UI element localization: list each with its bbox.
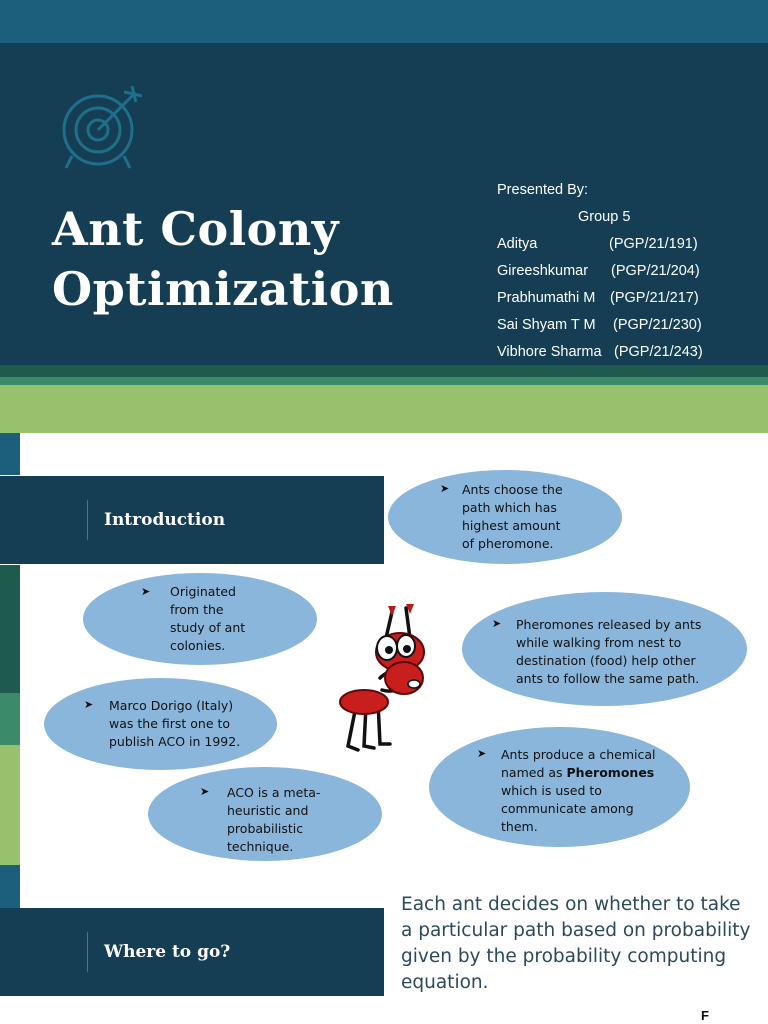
left-strip-lightgreen	[0, 745, 20, 865]
bubble-pheromone-path	[388, 470, 622, 564]
bubble-text: Ants choose the path which has highest amount of pheromone.	[462, 482, 563, 551]
arrow-bullet-icon: ➤	[141, 586, 151, 598]
section-bar-introduction	[0, 476, 384, 564]
group-label: Group 5	[578, 209, 631, 225]
bubble-text: Originated from the study of ant colonies.	[170, 584, 246, 653]
arrow-bullet-icon: ➤	[492, 618, 502, 630]
arrow-bullet-icon: ➤	[200, 786, 210, 798]
slide1-green-band	[0, 385, 768, 433]
left-strip-green	[0, 693, 20, 745]
slide1-stripe-mid	[0, 377, 768, 385]
left-strip-teal-2	[0, 865, 20, 908]
member-name: Vibhore Sharma	[497, 344, 602, 360]
ant-illustration	[334, 598, 438, 754]
slide1-stripe-dark	[0, 365, 768, 377]
member-name: Sai Shyam T M	[497, 317, 596, 333]
probability-paragraph: Each ant decides on whether to take a particular path based on probability given by the probability computing equation.	[401, 894, 751, 993]
section-bar-where	[0, 908, 384, 996]
page-title-line2: Optimization	[52, 262, 394, 316]
bubble-text-bold: Pheromones	[566, 765, 655, 780]
left-strip-darkgreen	[0, 565, 20, 693]
member-name: Aditya	[497, 236, 538, 252]
section-title-where: Where to go?	[104, 942, 231, 962]
bubble-released	[462, 592, 747, 706]
section-title-introduction: Introduction	[104, 510, 226, 530]
arrow-bullet-icon: ➤	[440, 483, 450, 495]
bubble-text	[501, 746, 655, 836]
bubble-text-pre: Ants produce a chemical named as	[501, 747, 656, 780]
member-id: (PGP/21/191)	[609, 236, 698, 252]
page-title-line1: Ant Colony	[52, 202, 340, 256]
bubble-chemical	[429, 727, 690, 847]
target-icon	[58, 84, 150, 176]
bubble-origin	[83, 573, 317, 665]
bubble-text: Pheromones released by ants while walking from nest to destination (food) help other ants to follow the same path.	[516, 617, 702, 686]
corner-letter: F	[701, 1008, 709, 1023]
member-id: (PGP/21/217)	[610, 290, 699, 306]
arrow-bullet-icon: ➤	[477, 748, 487, 760]
arrow-bullet-icon: ➤	[84, 699, 94, 711]
member-id: (PGP/21/230)	[613, 317, 702, 333]
bubble-text-post: which is used to communicate among them.	[501, 783, 634, 834]
member-name: Gireeshkumar	[497, 263, 589, 279]
member-id: (PGP/21/204)	[611, 263, 700, 279]
member-name: Prabhumathi M	[497, 290, 596, 306]
bubble-text: ACO is a meta- heuristic and probabilistic technique.	[227, 785, 321, 854]
presented-by-label: Presented By:	[497, 182, 589, 198]
bubble-dorigo	[44, 678, 277, 770]
bubble-text: Marco Dorigo (Italy) was the first one to publish ACO in 1992.	[109, 698, 241, 749]
left-strip-teal	[0, 433, 20, 475]
member-id: (PGP/21/243)	[614, 344, 703, 360]
slide1-top-band	[0, 0, 768, 43]
bubble-meta	[148, 767, 382, 861]
